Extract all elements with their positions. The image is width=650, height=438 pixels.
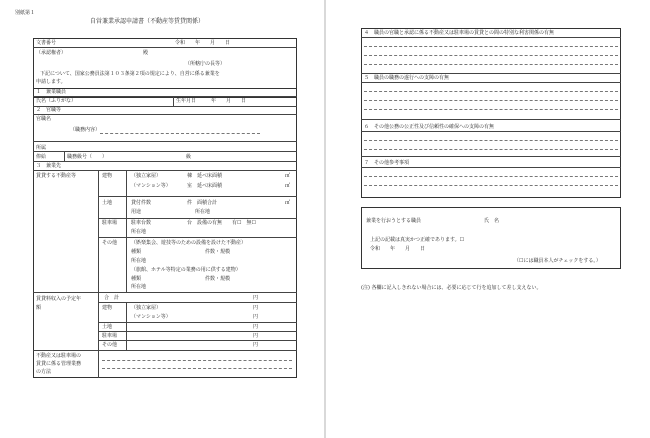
house-unit: ㎡ — [285, 173, 291, 179]
land-label: 土地 — [102, 200, 113, 206]
income-land-yen: 円 — [253, 324, 259, 330]
check-note: （☐には職員本人がチェックをする。） — [514, 258, 601, 264]
income-house-yen: 円 — [253, 305, 259, 311]
duty-label: 俸給 — [36, 154, 47, 160]
other-desc-1: （娯楽集会、遊技等のための設備を設けた不動産） — [131, 240, 247, 246]
sign-label: 兼業を行おうとする職員 — [366, 218, 422, 224]
role-detail: （職務内容） — [70, 127, 101, 133]
mansion-value: 室 延べ床面積 — [187, 183, 223, 189]
house-label: （独立家屋） — [131, 173, 162, 179]
other-location-2: 所在地 — [131, 284, 147, 290]
other-label: その他 — [102, 240, 118, 246]
doc-no-label: 文書番号 — [36, 40, 57, 46]
income-other: その他 — [102, 342, 118, 348]
section-1: １ 兼業職員 — [36, 89, 67, 95]
other-scale-1: 件数・規模 — [205, 249, 231, 255]
sign-name: 氏 名 — [484, 218, 500, 224]
land-count: 貸付件数 — [131, 200, 152, 206]
intro-line1: 下記について、国家公務員法第１０３条第２項の規定により、自営に係る兼業を — [40, 71, 220, 77]
mgmt-label-1: 不動産又は駐車場の — [36, 353, 82, 359]
intro-line2: 申請します。 — [36, 79, 66, 85]
mansion-label: （マンション等） — [131, 183, 171, 189]
income-label-2: 額 — [36, 305, 42, 311]
parking-label: 駐車場 — [102, 220, 118, 226]
question-6: ６ その他公務の公正性及び信頼性の確保への支障の有無 — [364, 124, 495, 130]
footnote: (注) 各欄に記入しきれない場合には、必要に応じて行を追加して差し支えない。 — [361, 285, 542, 291]
other-scale-2: 件数・規模 — [205, 276, 231, 282]
income-house: （独立家屋） — [131, 305, 162, 311]
rental-label: 賃貸する不動産等 — [36, 173, 77, 179]
income-parking: 駐車場 — [102, 333, 118, 339]
parking-count: 駐車台数 — [131, 220, 152, 226]
declaration: 上記の記載は真実かつ正確であります。☐ — [370, 237, 465, 243]
mgmt-label-2: 賃貸に係る管理業務 — [36, 361, 82, 367]
form-title: 自営兼業承認申請書（不動産等賃貸関係） — [90, 18, 205, 25]
other-desc-2: （旅館、ホテル等特定の業務の用に供する建物） — [131, 267, 241, 273]
grade-label: 職務級号（ ） — [67, 154, 108, 160]
income-label-1: 賃貸料収入の予定年 — [36, 296, 82, 302]
grade-unit: 級 — [186, 154, 192, 160]
land-area: 件 面積合計 — [187, 200, 218, 206]
mgmt-label-3: の方法 — [36, 369, 52, 375]
right-page — [326, 0, 650, 438]
question-5: ５ 職員の職務の遂行への支障の有無 — [364, 75, 450, 81]
income-parking-yen: 円 — [253, 333, 259, 339]
income-mansion-yen: 円 — [253, 314, 259, 320]
approver-label: （承認権者） — [36, 50, 67, 56]
section-2: ２ 官職等 — [36, 107, 62, 113]
land-use: 用途 — [131, 209, 142, 215]
name-label: 氏名（ふりがな） — [36, 98, 77, 104]
house-value: 棟 延べ床面積 — [187, 173, 223, 179]
other-location-1: 所在地 — [131, 258, 147, 264]
dept-label: 所属 — [36, 145, 47, 151]
sign-date: 令和 年 月 日 — [370, 246, 426, 252]
income-land: 土地 — [102, 324, 113, 330]
birth-label: 生年月日 年 月 日 — [176, 98, 247, 104]
land-unit: ㎡ — [285, 200, 291, 206]
income-other-yen: 円 — [253, 342, 259, 348]
income-mansion: （マンション等） — [131, 314, 171, 320]
question-7: ７ その他参考事項 — [364, 160, 410, 166]
building-label: 建物 — [102, 173, 113, 179]
parking-location: 所在地 — [131, 229, 147, 235]
question-4: ４ 職員の官職と承認に係る不動産又は駐車場の賃貸との間の特別な利害関係の有無 — [364, 30, 555, 36]
parking-equipment: 台 設備の有無 有☐ 無☐ — [187, 220, 256, 226]
other-kind-2: 種類 — [131, 276, 142, 282]
kanshoku-label: 官職名 — [36, 116, 52, 122]
other-kind-1: 種類 — [131, 249, 142, 255]
income-total-yen: 円 — [253, 295, 259, 301]
land-location: 所在地 — [195, 209, 211, 215]
section-3: ３ 兼業先 — [36, 163, 62, 169]
mansion-unit: ㎡ — [285, 183, 291, 189]
honorific: 殿 — [143, 50, 149, 56]
annex-label: 別紙第１ — [15, 10, 36, 16]
income-building: 建物 — [102, 305, 113, 311]
date-label: 令和 年 月 日 — [175, 40, 231, 46]
income-total: 合 計 — [104, 295, 120, 301]
dept-head: （所轄庁の長等） — [185, 61, 226, 67]
questions-box — [361, 28, 621, 198]
